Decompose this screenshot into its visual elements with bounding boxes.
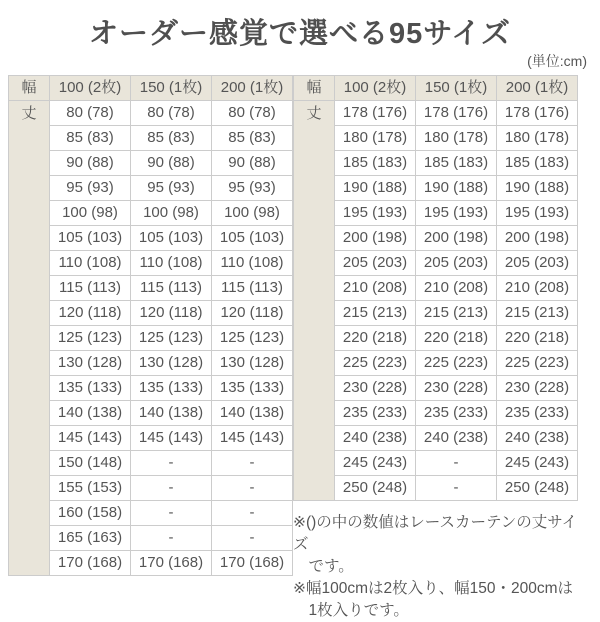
- size-cell-empty: -: [416, 451, 497, 476]
- size-cell: 178 (176): [335, 101, 416, 126]
- size-cell: 100 (98): [50, 201, 131, 226]
- size-cell: 135 (133): [50, 376, 131, 401]
- width-header-cell: 幅: [294, 76, 335, 101]
- size-cell: 105 (103): [212, 226, 293, 251]
- length-header-cell: 丈: [294, 101, 335, 501]
- table-row: [294, 351, 578, 376]
- size-cell: 215 (213): [416, 301, 497, 326]
- size-cell: 100 (98): [212, 201, 293, 226]
- size-cell: 245 (243): [497, 451, 578, 476]
- size-cell: 190 (188): [497, 176, 578, 201]
- table-row: [9, 276, 293, 301]
- size-tables-container: [0, 75, 600, 622]
- column-header-150: 150 (1枚): [131, 76, 212, 101]
- size-cell: 120 (118): [50, 301, 131, 326]
- size-cell: 130 (128): [212, 351, 293, 376]
- size-cell: 230 (228): [335, 376, 416, 401]
- size-cell: 90 (88): [131, 151, 212, 176]
- size-cell: 140 (138): [212, 401, 293, 426]
- size-cell: 140 (138): [50, 401, 131, 426]
- size-cell: 250 (248): [335, 476, 416, 501]
- size-cell: 170 (168): [50, 551, 131, 576]
- size-cell: 120 (118): [212, 301, 293, 326]
- table-row: [294, 176, 578, 201]
- size-cell: 110 (108): [50, 251, 131, 276]
- table-row: [294, 151, 578, 176]
- size-cell: 210 (208): [335, 276, 416, 301]
- size-cell: 235 (233): [335, 401, 416, 426]
- table-row: [9, 451, 293, 476]
- table-row: [9, 401, 293, 426]
- size-cell: 95 (93): [50, 176, 131, 201]
- footnote: [293, 578, 589, 622]
- size-cell: 80 (78): [50, 101, 131, 126]
- table-row: [9, 551, 293, 576]
- header-row: [294, 76, 578, 101]
- size-cell: 250 (248): [497, 476, 578, 501]
- column-header-200: 200 (1枚): [212, 76, 293, 101]
- size-cell: 190 (188): [416, 176, 497, 201]
- footnote: [293, 512, 589, 578]
- size-cell: 240 (238): [335, 426, 416, 451]
- table-row: [9, 301, 293, 326]
- size-cell: 160 (158): [50, 501, 131, 526]
- size-cell: 165 (163): [50, 526, 131, 551]
- size-cell: 200 (198): [335, 226, 416, 251]
- size-cell: 85 (83): [131, 126, 212, 151]
- table-row: [294, 376, 578, 401]
- size-cell: 200 (198): [497, 226, 578, 251]
- size-table-left: [8, 75, 293, 576]
- column-header-200: 200 (1枚): [497, 76, 578, 101]
- footnote-line: です。: [308, 558, 354, 575]
- table-row: [9, 101, 293, 126]
- size-cell: 180 (178): [335, 126, 416, 151]
- size-cell: 220 (218): [497, 326, 578, 351]
- table-row: [9, 251, 293, 276]
- page-title: オーダー感覚で選べる95サイズ: [89, 18, 511, 50]
- size-cell-empty: -: [212, 451, 293, 476]
- table-row: [9, 126, 293, 151]
- size-chart-page: [0, 17, 600, 617]
- size-cell-empty: -: [212, 526, 293, 551]
- size-cell: 110 (108): [212, 251, 293, 276]
- unit-label: (単位:cm): [527, 53, 587, 69]
- column-header-100: 100 (2枚): [335, 76, 416, 101]
- table-row: [294, 226, 578, 251]
- table-row: [9, 326, 293, 351]
- table-row: [294, 326, 578, 351]
- table-row: [9, 426, 293, 451]
- size-cell: 135 (133): [131, 376, 212, 401]
- table-row: [9, 501, 293, 526]
- size-cell: 125 (123): [212, 326, 293, 351]
- size-cell: 240 (238): [497, 426, 578, 451]
- size-cell: 195 (193): [497, 201, 578, 226]
- size-cell: 195 (193): [335, 201, 416, 226]
- size-cell: 150 (148): [50, 451, 131, 476]
- table-row: [9, 376, 293, 401]
- size-cell: 225 (223): [335, 351, 416, 376]
- size-cell-empty: -: [131, 526, 212, 551]
- table-row: [9, 226, 293, 251]
- size-cell: 200 (198): [416, 226, 497, 251]
- size-cell: 135 (133): [212, 376, 293, 401]
- table-row: [9, 201, 293, 226]
- size-cell: 140 (138): [131, 401, 212, 426]
- size-cell: 85 (83): [50, 126, 131, 151]
- size-cell-empty: -: [212, 501, 293, 526]
- size-cell: 80 (78): [212, 101, 293, 126]
- table-row: [294, 451, 578, 476]
- size-cell: 225 (223): [497, 351, 578, 376]
- size-cell: 205 (203): [497, 251, 578, 276]
- size-cell: 245 (243): [335, 451, 416, 476]
- table-row: [294, 126, 578, 151]
- size-cell: 90 (88): [50, 151, 131, 176]
- size-cell: 180 (178): [416, 126, 497, 151]
- size-cell: 130 (128): [50, 351, 131, 376]
- size-cell: 185 (183): [335, 151, 416, 176]
- table-row: [9, 526, 293, 551]
- size-cell: 115 (113): [212, 276, 293, 301]
- footnote-line: ※幅100cmは2枚入り、幅150・200cmは: [293, 580, 574, 597]
- size-cell: 100 (98): [131, 201, 212, 226]
- size-cell: 195 (193): [416, 201, 497, 226]
- size-cell: 105 (103): [131, 226, 212, 251]
- table-row: [294, 476, 578, 501]
- size-cell: 125 (123): [50, 326, 131, 351]
- size-cell: 115 (113): [50, 276, 131, 301]
- size-cell: 225 (223): [416, 351, 497, 376]
- table-row: [294, 251, 578, 276]
- size-cell: 230 (228): [416, 376, 497, 401]
- size-cell: 185 (183): [497, 151, 578, 176]
- size-cell-empty: -: [212, 476, 293, 501]
- size-cell: 235 (233): [416, 401, 497, 426]
- size-cell: 205 (203): [335, 251, 416, 276]
- table-row: [294, 426, 578, 451]
- size-table-right: [293, 75, 578, 501]
- column-header-100: 100 (2枚): [50, 76, 131, 101]
- table-row: [9, 151, 293, 176]
- header-row: [9, 76, 293, 101]
- size-cell: 90 (88): [212, 151, 293, 176]
- table-row: [9, 476, 293, 501]
- size-cell: 180 (178): [497, 126, 578, 151]
- size-cell: 215 (213): [497, 301, 578, 326]
- size-cell: 95 (93): [212, 176, 293, 201]
- size-cell-empty: -: [131, 476, 212, 501]
- table-row: [294, 101, 578, 126]
- size-cell: 210 (208): [416, 276, 497, 301]
- footnotes: [293, 512, 589, 622]
- size-cell: 145 (143): [212, 426, 293, 451]
- size-cell: 145 (143): [50, 426, 131, 451]
- size-cell: 110 (108): [131, 251, 212, 276]
- footnote-line: ※()の中の数値はレースカーテンの丈サイズ: [293, 514, 578, 553]
- right-column: [293, 75, 589, 622]
- size-cell: 85 (83): [212, 126, 293, 151]
- footnote-line: 1枚入りです。: [308, 602, 409, 619]
- size-cell: 178 (176): [416, 101, 497, 126]
- size-cell: 210 (208): [497, 276, 578, 301]
- size-cell: 115 (113): [131, 276, 212, 301]
- length-header-cell: 丈: [9, 101, 50, 576]
- table-row: [9, 351, 293, 376]
- size-cell: 125 (123): [131, 326, 212, 351]
- size-cell: 145 (143): [131, 426, 212, 451]
- size-cell: 220 (218): [335, 326, 416, 351]
- size-cell: 215 (213): [335, 301, 416, 326]
- left-column: [8, 75, 293, 576]
- size-cell-empty: -: [131, 451, 212, 476]
- table-row: [9, 176, 293, 201]
- size-cell: 178 (176): [497, 101, 578, 126]
- column-header-150: 150 (1枚): [416, 76, 497, 101]
- size-cell: 235 (233): [497, 401, 578, 426]
- size-cell: 95 (93): [131, 176, 212, 201]
- size-cell: 220 (218): [416, 326, 497, 351]
- width-header-cell: 幅: [9, 76, 50, 101]
- size-cell: 80 (78): [131, 101, 212, 126]
- size-cell: 185 (183): [416, 151, 497, 176]
- table-row: [294, 201, 578, 226]
- size-cell: 190 (188): [335, 176, 416, 201]
- size-cell: 170 (168): [212, 551, 293, 576]
- size-cell: 205 (203): [416, 251, 497, 276]
- size-cell: 105 (103): [50, 226, 131, 251]
- size-cell: 240 (238): [416, 426, 497, 451]
- size-cell: 155 (153): [50, 476, 131, 501]
- size-cell: 230 (228): [497, 376, 578, 401]
- size-cell-empty: -: [416, 476, 497, 501]
- table-row: [294, 301, 578, 326]
- size-cell: 120 (118): [131, 301, 212, 326]
- size-cell: 130 (128): [131, 351, 212, 376]
- table-row: [294, 276, 578, 301]
- size-cell-empty: -: [131, 501, 212, 526]
- size-cell: 170 (168): [131, 551, 212, 576]
- table-row: [294, 401, 578, 426]
